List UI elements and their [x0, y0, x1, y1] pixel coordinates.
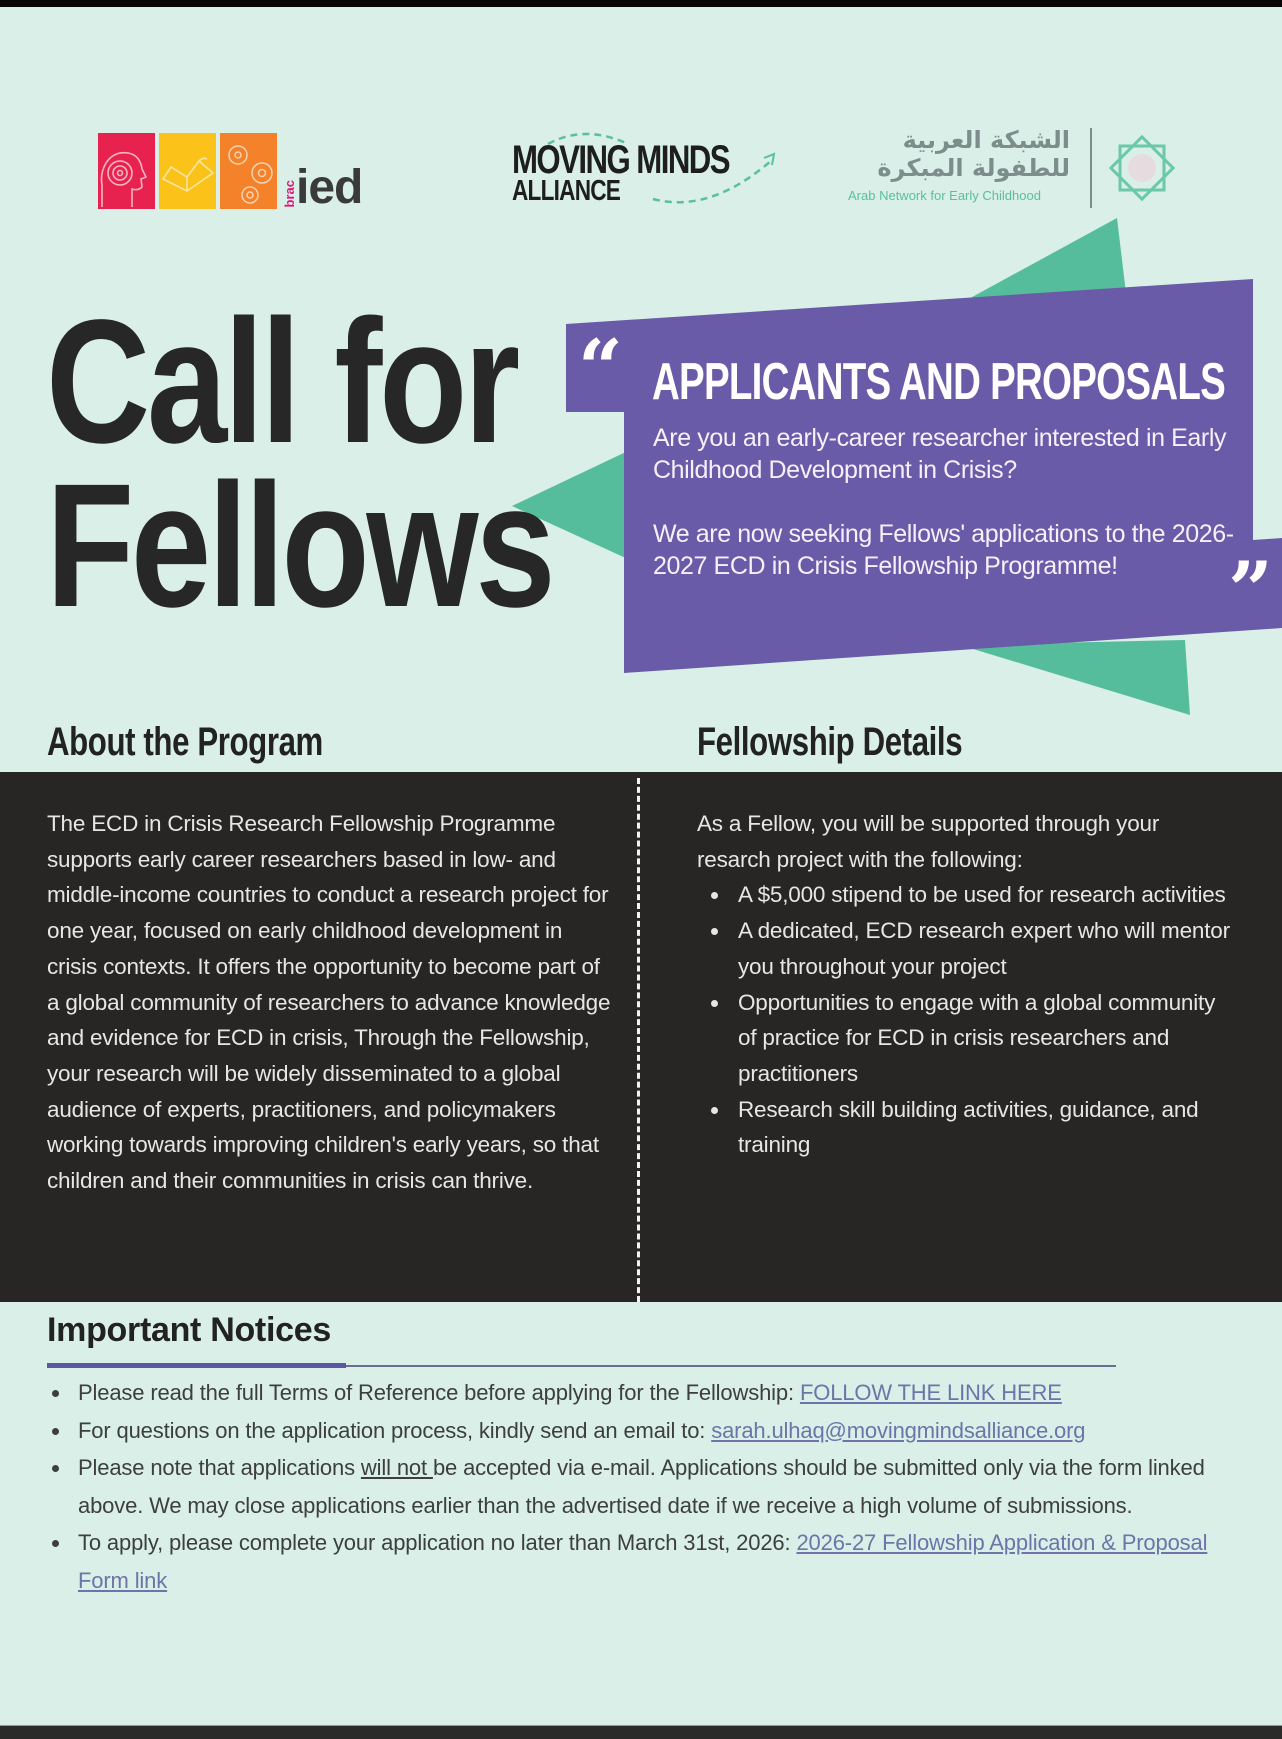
details-body: [697, 806, 1237, 1163]
callout-paragraph-1: Are you an early-career researcher interested in Early Childhood Development in Crisis?: [653, 424, 1227, 484]
about-heading: About the Program: [47, 720, 323, 764]
details-item: Research skill building activities, guidance, and training: [711, 1092, 1237, 1163]
notices-rule-accent: [47, 1363, 346, 1368]
dashed-divider: [637, 778, 640, 1302]
application-form-link[interactable]: 2026-27 Fellowship Application & Proposal Form link: [78, 1530, 1208, 1593]
will-not-emphasis: will not: [360, 1455, 433, 1480]
callout-text: [653, 422, 1253, 582]
contact-email-link[interactable]: sarah.ulhaq@movingmindsalliance.org: [711, 1417, 1086, 1443]
arabic-name-line2: للطفولة المبكرة: [877, 154, 1070, 182]
details-item: Opportunities to engage with a global community of practice for ECD in crisis researchers and practitioners: [711, 985, 1237, 1092]
open-quote-icon: “: [578, 323, 623, 414]
ied-wordmark: ied: [296, 161, 363, 215]
details-heading: Fellowship Details: [697, 720, 963, 764]
details-item: A dedicated, ECD research expert who will mentor you throughout your project: [711, 913, 1237, 984]
green-triangle-bottom: [960, 640, 1190, 715]
arab-network-english: Arab Network for Early Childhood: [848, 188, 1041, 203]
notices-heading: Important Notices: [47, 1311, 331, 1349]
notice-item: To apply, please complete your application no later than March 31st, 2026: 2026-27 Fellowship Application & Proposal Form link: [51, 1524, 1251, 1599]
about-body: The ECD in Crisis Research Fellowship Programme supports early career researchers based in low- and middle-income countries to conduct a research project for one year, focused on early childhood development in crisis contexts. It offers the opportunity to become part of a global community of researchers to advance knowledge and evidence for ECD in crisis, Through the Fellowship, your research will be widely disseminated to a global audience of experts, practitioners, and policymakers working towards improving children's early years, so that children and their communities in crisis can thrive.: [47, 811, 611, 1194]
callout-paragraph-2: We are now seeking Fellows' applications to the 2026-2027 ECD in Crisis Fellowship Programme!: [653, 520, 1234, 580]
brac-wordmark: brac: [282, 179, 297, 207]
bottom-bar: [0, 1725, 1282, 1739]
details-item: A $5,000 stipend to be used for research activities: [711, 877, 1237, 913]
arabic-name-line1: الشبكة العربية: [902, 126, 1070, 154]
moving-minds-wordmark: MOVING MINDS: [512, 138, 730, 182]
alliance-wordmark: ALLIANCE: [512, 175, 621, 207]
terms-of-reference-link[interactable]: FOLLOW THE LINK HERE: [799, 1380, 1062, 1405]
callout-heading: APPLICANTS AND PROPOSALS: [652, 353, 1226, 411]
notice-item: Please read the full Terms of Reference before applying for the Fellowship: FOLLOW THE LINK HERE: [51, 1374, 1251, 1412]
details-intro: As a Fellow, you will be supported through your resarch project with the following:: [697, 811, 1160, 872]
page-title: Call for Fellows: [46, 284, 553, 644]
notice-item: For questions on the application process, kindly send an email to: sarah.ulhaq@movingmindsalliance.org: [51, 1412, 1251, 1450]
notice-item: Please note that applications will not be accepted via e-mail. Applications should be submitted only via the form linked above. We may close applications earlier than the advertised date if we receive a high volume of submissions.: [51, 1449, 1251, 1524]
close-quote-icon: ”: [1228, 545, 1273, 636]
details-list: [711, 877, 1237, 1163]
notices-list: [51, 1374, 1251, 1599]
